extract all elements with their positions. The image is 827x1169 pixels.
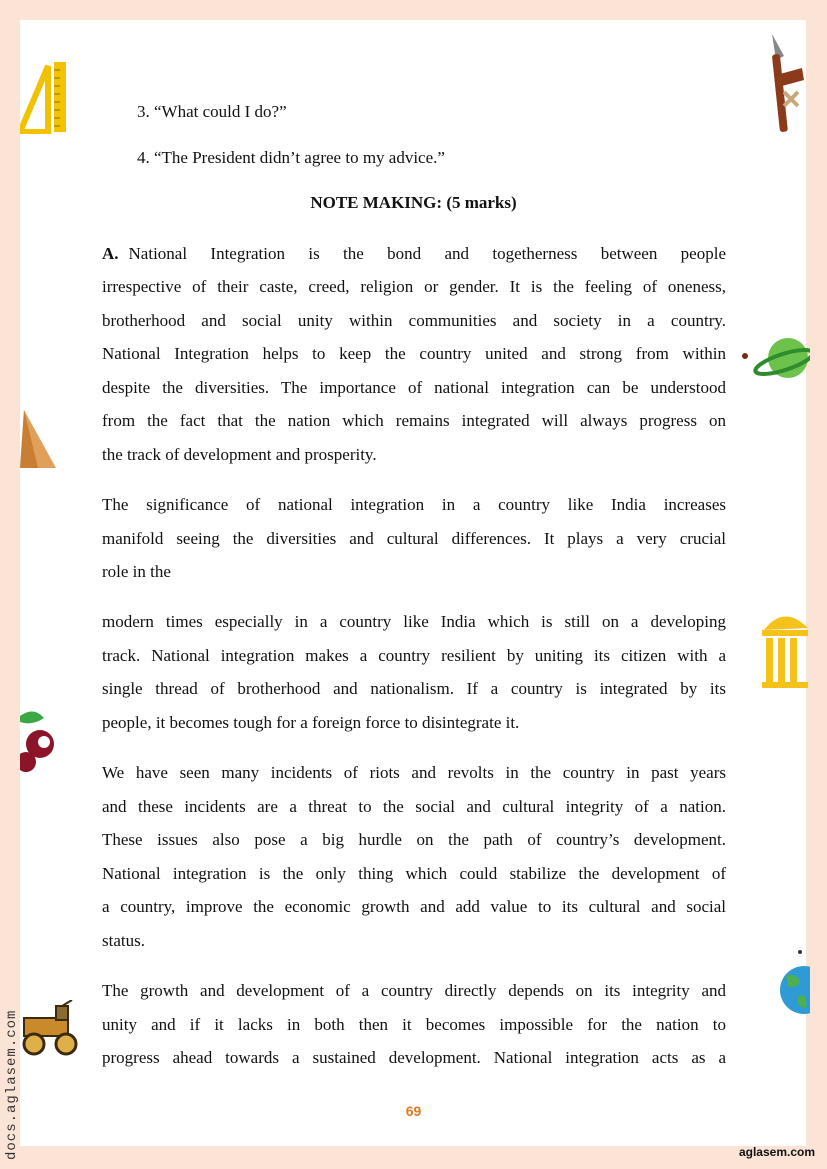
paragraph-line: The significance of national integration in a country like India increases [102, 495, 726, 514]
site-footer: aglasem.com [738, 1145, 815, 1159]
paragraph-line: and these incidents are a threat to the social and cultural integrity of a nation. [102, 797, 726, 816]
paragraph-line: a country, improve the economic growth and add value to its cultural and social [102, 897, 726, 916]
temple-icon [760, 608, 808, 688]
paragraph-line: The growth and development of a country directly depends on its integrity and [102, 981, 726, 1000]
list-item: 3. “What could I do?” [137, 102, 287, 121]
document-page [20, 20, 806, 1146]
planet-icon [740, 334, 810, 384]
paragraph-line: National integration is the only thing which could stabilize the development of [102, 864, 726, 883]
paragraph-line: role in the [102, 562, 171, 581]
paragraph-text: National Integration is the bond and togetherness between people [128, 244, 726, 263]
paragraph-line: track. National integration makes a country resilient by uniting its citizen with a [102, 646, 726, 665]
page-number: 69 [405, 1103, 422, 1119]
list-item: 4. “The President didn’t agree to my advice.” [137, 148, 445, 167]
ruler-icon [20, 58, 68, 134]
paragraph-line: modern times especially in a country like India which is still on a developing [102, 612, 726, 631]
paragraph-label: A. [102, 244, 119, 263]
paragraph-line: single thread of brotherhood and nationalism. If a country is integrated by its [102, 679, 726, 698]
paragraph-line [102, 244, 726, 264]
paragraph-line: irrespective of their caste, creed, religion or gender. It is the feeling of oneness, [102, 277, 726, 296]
paragraph-line: National Integration helps to keep the country united and strong from within [102, 344, 726, 363]
paragraph-line: progress ahead towards a sustained development. National integration acts as a [102, 1048, 726, 1067]
vehicle-icon [20, 1000, 84, 1058]
paragraph-line: manifold seeing the diversities and cultural differences. It plays a very crucial [102, 529, 726, 548]
paragraph-line: unity and if it lacks in both then it becomes impossible for the nation to [102, 1015, 726, 1034]
paragraph-line: brotherhood and social unity within communities and society in a country. [102, 311, 726, 330]
pyramid-icon [20, 410, 58, 470]
paragraph-line: the track of development and prosperity. [102, 445, 377, 464]
fruit-icon [20, 706, 58, 776]
paragraph-line: status. [102, 931, 145, 950]
paragraph-line: We have seen many incidents of riots and revolts in the country in past years [102, 763, 726, 782]
hammer-icon [766, 34, 810, 136]
section-heading: NOTE MAKING: (5 marks) [310, 193, 517, 212]
watermark: docs.aglasem.com [4, 1009, 20, 1160]
globe-icon [776, 946, 810, 1020]
paragraph-line: people, it becomes tough for a foreign force to disintegrate it. [102, 713, 520, 732]
paragraph-line: from the fact that the nation which remains integrated will always progress on [102, 411, 726, 430]
paragraph-line: These issues also pose a big hurdle on the path of country’s development. [102, 830, 726, 849]
paragraph-line: despite the diversities. The importance of national integration can be understood [102, 378, 726, 397]
